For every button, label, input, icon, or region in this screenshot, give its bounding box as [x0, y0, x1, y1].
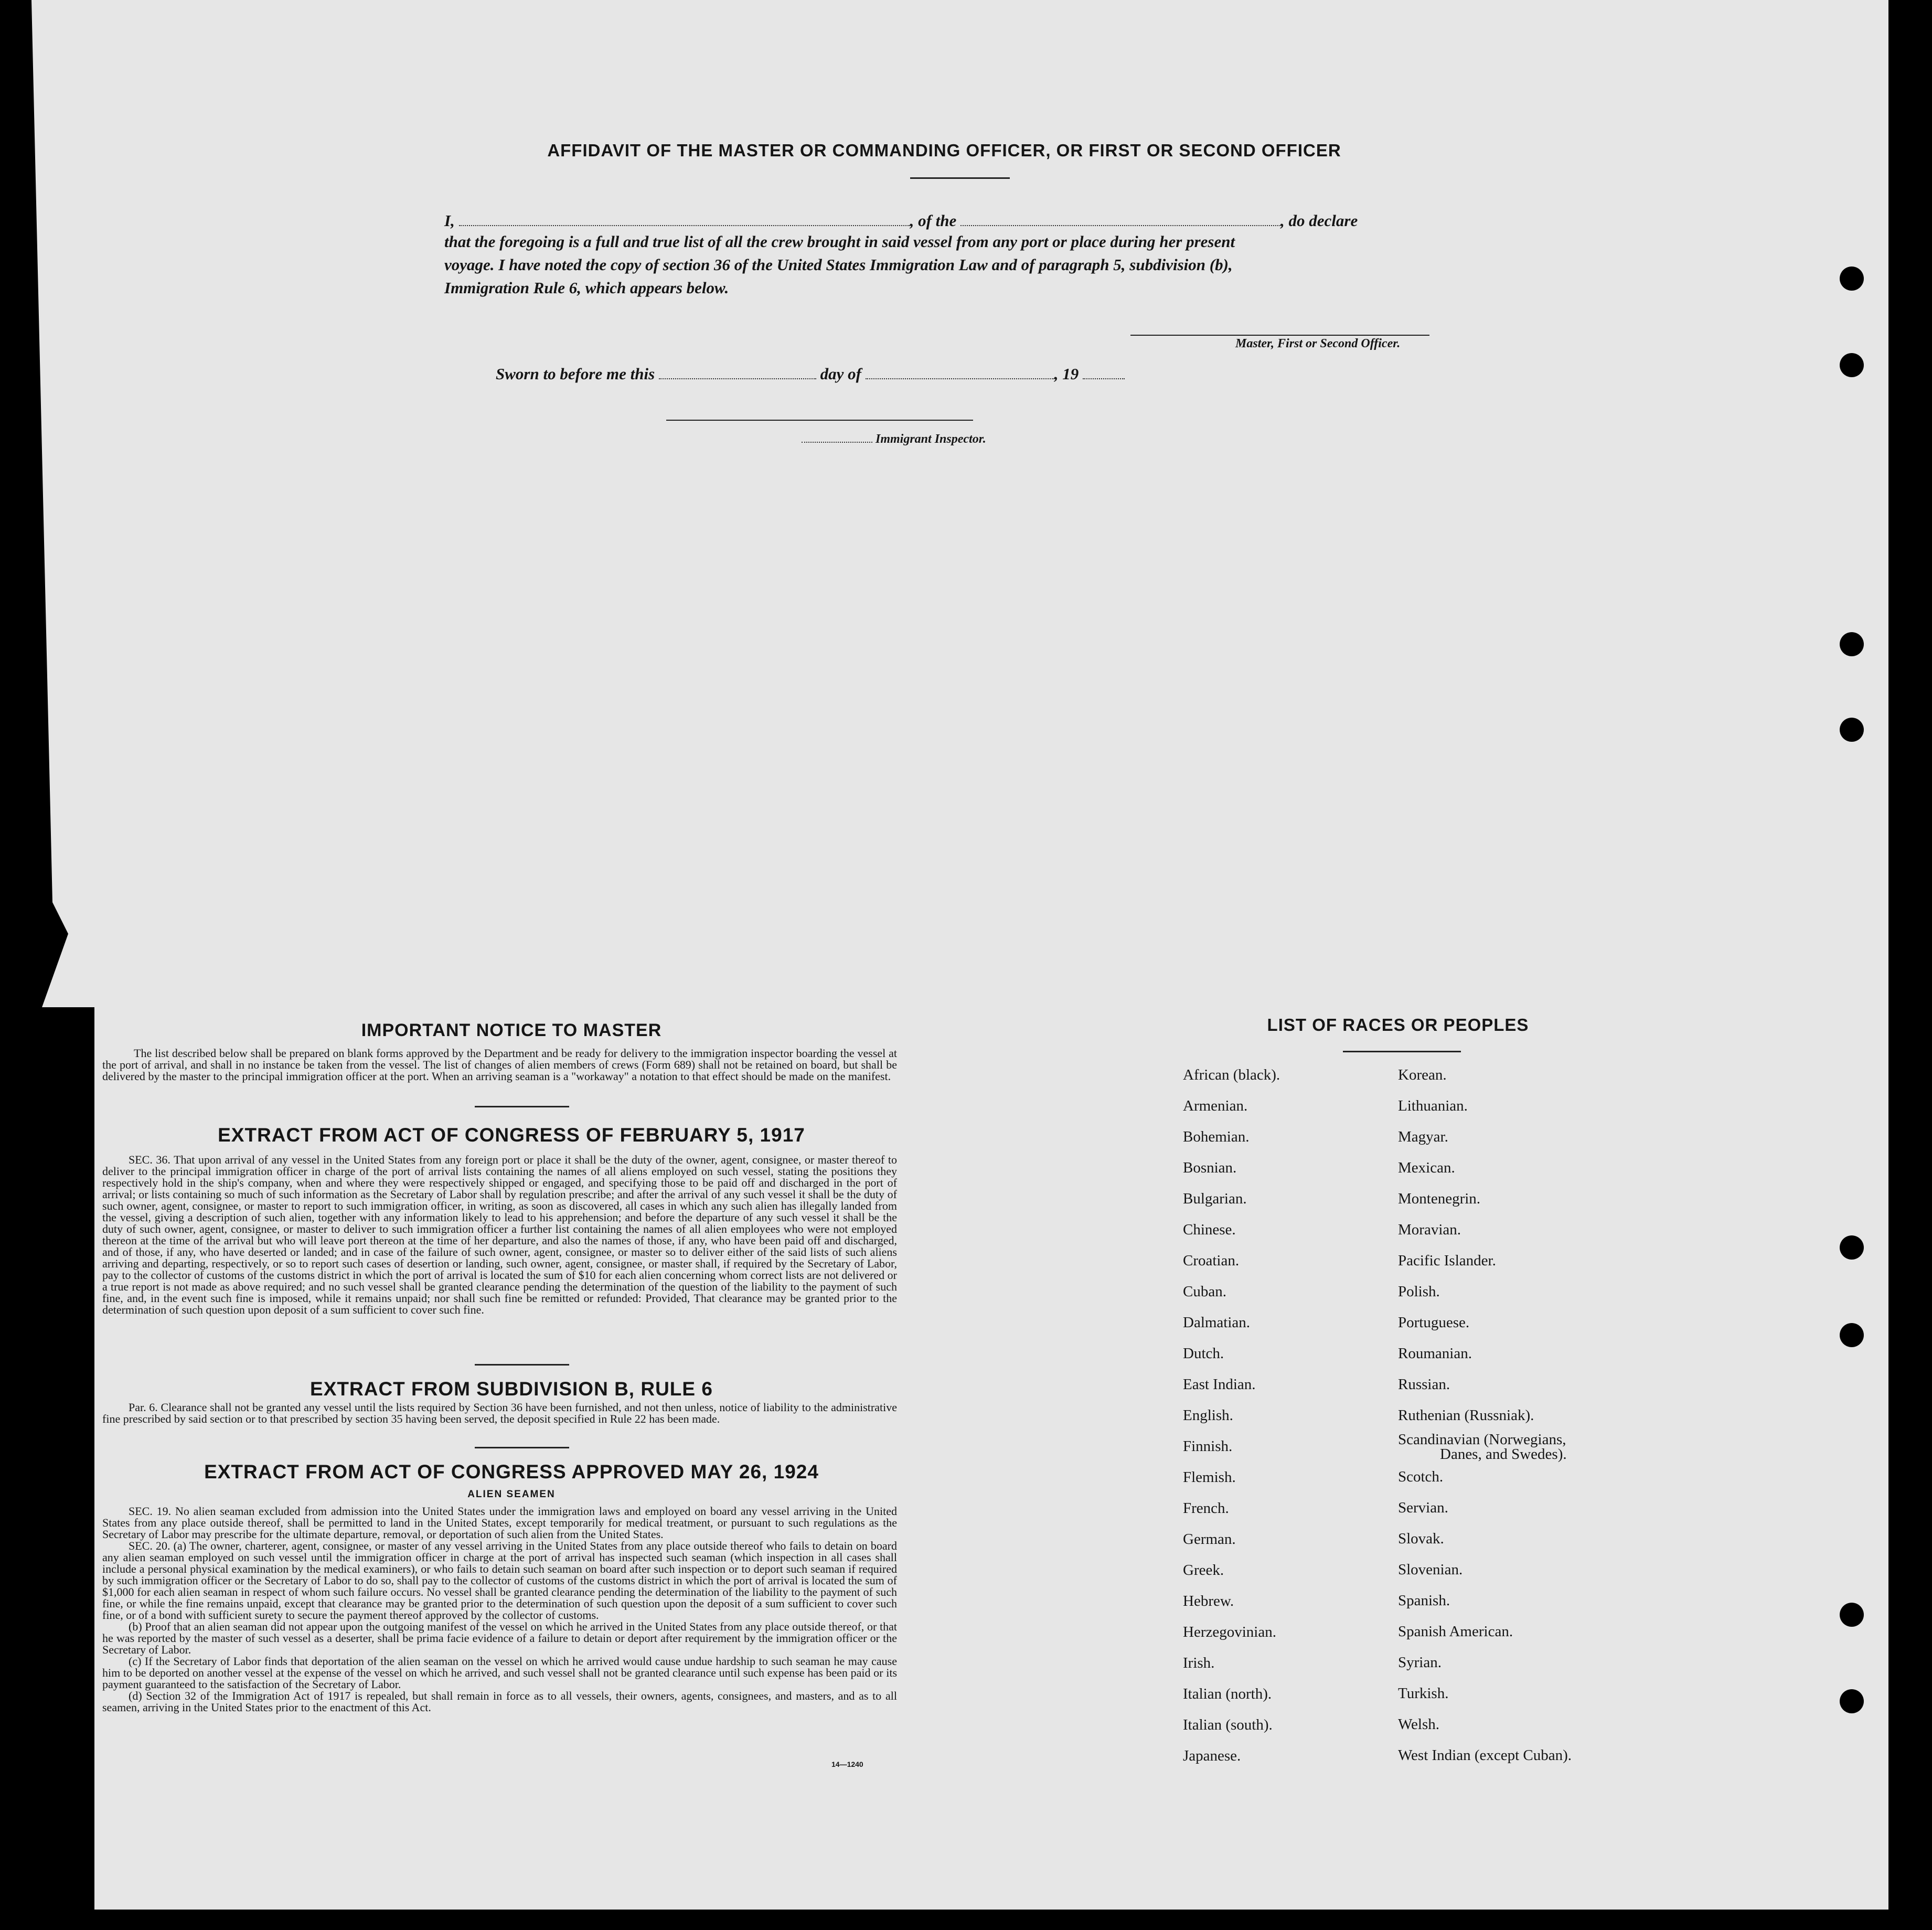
race-item: Mexican.: [1398, 1159, 1455, 1176]
punch-hole: [1840, 1689, 1864, 1713]
sworn-day-of: day of: [820, 365, 861, 383]
race-item: Finnish.: [1183, 1438, 1233, 1455]
race-item: Italian (north).: [1183, 1686, 1272, 1702]
race-item: Herzegovinian.: [1183, 1624, 1276, 1640]
race-item: Japanese.: [1183, 1747, 1241, 1764]
section-20d-text: (d) Section 32 of the Immigration Act of 1917 is repealed, but shall remain in force as to all vessels, their owners, agents, consignees, and masters, and as to all seamen, arriving in the United States prior to the enactment of this Act.: [102, 1689, 897, 1714]
race-item: Dalmatian.: [1183, 1314, 1251, 1331]
punch-hole: [1840, 266, 1864, 291]
race-item: Hebrew.: [1183, 1593, 1234, 1609]
race-item: Roumanian.: [1398, 1345, 1472, 1362]
race-item: Italian (south).: [1183, 1716, 1273, 1733]
race-item: Russian.: [1398, 1376, 1450, 1393]
race-item: Bohemian.: [1183, 1128, 1250, 1145]
divider: [475, 1447, 569, 1448]
races-right-column: [1398, 1060, 1572, 1771]
race-item: Portuguese.: [1398, 1314, 1470, 1331]
extract-1924-subtitle: ALIEN SEAMEN: [467, 1489, 556, 1500]
races-left-column: [1183, 1060, 1280, 1772]
race-item: Pacific Islander.: [1398, 1252, 1496, 1269]
divider: [475, 1106, 569, 1107]
inspector-name-field[interactable]: [802, 429, 872, 443]
race-item: French.: [1183, 1500, 1229, 1517]
race-item: African (black).: [1183, 1067, 1280, 1083]
affidavit-line-3: voyage. I have noted the copy of section 36 of the United States Immigration Law and of paragraph 5, subdivision (b),: [444, 255, 1233, 274]
extract-rule6-text: Par. 6. Clearance shall not be granted any vessel until the lists required by Section 36 have been furnished, and not then unless, notice of liability to the administrative fine prescribed by said section or to that prescribed by section 35 having been served, the deposit specified in Rule 22 has been made.: [102, 1401, 897, 1425]
extract-1924-title: EXTRACT FROM ACT OF CONGRESS APPROVED MAY 26, 1924: [204, 1461, 819, 1483]
races-divider: [1343, 1051, 1461, 1052]
race-item: Turkish.: [1398, 1685, 1449, 1702]
section-20b-text: (b) Proof that an alien seaman did not appear upon the outgoing manifest of the vessel on which he arrived in the United States from any place outside thereof, or that he was reported by the master of such vessel as a deserter, shall be prima facie evidence of a failure to detain or deport after requirement by the immigration officer or the Secretary of Labor.: [102, 1620, 897, 1656]
affidavit-title: AFFIDAVIT OF THE MASTER OR COMMANDING OFFICER, OR FIRST OR SECOND OFFICER: [547, 141, 1341, 160]
inspector-caption: Immigrant Inspector.: [876, 432, 986, 446]
sworn-day-field[interactable]: [659, 362, 816, 379]
inspector-signature-line[interactable]: [666, 420, 973, 421]
affidavit-declaration-line: [444, 209, 1472, 230]
race-item: Slovenian.: [1398, 1561, 1463, 1578]
race-item: Syrian.: [1398, 1654, 1442, 1671]
race-item: Dutch.: [1183, 1345, 1224, 1362]
race-item: Montenegrin.: [1398, 1190, 1481, 1207]
race-item: Magyar.: [1398, 1128, 1448, 1145]
extract-1924-body: [102, 1506, 897, 1713]
race-item: Spanish American.: [1398, 1623, 1513, 1640]
affidavit-line-4: Immigration Rule 6, which appears below.: [444, 279, 729, 297]
punch-hole: [1840, 1603, 1864, 1627]
race-item: Ruthenian (Russniak).: [1398, 1407, 1534, 1424]
races-title: LIST OF RACES OR PEOPLES: [1267, 1015, 1529, 1035]
race-item: Scotch.: [1398, 1468, 1444, 1485]
race-item: Lithuanian.: [1398, 1097, 1468, 1114]
race-item: Flemish.: [1183, 1469, 1236, 1486]
section-20c-text: (c) If the Secretary of Labor finds that deportation of the alien seaman on the vessel on which he arrived would cause undue hardship to such seaman he may cause him to be deported on another vessel at the expense of the vessel on which he arrived, and such vessel shall not be granted clearance until such expense has been paid or its payment guaranteed to the satisfaction of the Secretary of Labor.: [102, 1655, 897, 1691]
sworn-year-field[interactable]: [1083, 362, 1125, 379]
section-20a-text: SEC. 20. (a) The owner, charterer, agent, consignee, or master of any vessel arriving in the United States from any place outside thereof who fails to detain on board any alien seaman employed on such vessel until the immigration officer in charge at the port of arrival has inspected such seaman (which inspection in all cases shall include a personal physical examination by the medical examiners), or who fails to detain such seaman on board after such inspection or to deport such seaman if required by such immigration officer or the Secretary of Labor to do so, shall pay to the collector of customs of the customs district in which the port of arrival is located the sum of $1,000 for each alien seaman in respect of whom such failure occurs. No vessel shall be granted clearance pending the determination of the liability to the payment of such fine, or while the fine remains unpaid, except that clearance may be granted prior to the determination of such question upon the deposit of a sum sufficient to cover such fine, or of a bond with sufficient surety to secure the payment thereof approved by the collector of customs.: [102, 1539, 897, 1622]
punch-hole: [1840, 1235, 1864, 1260]
punch-hole: [1840, 718, 1864, 742]
race-item: West Indian (except Cuban).: [1398, 1747, 1572, 1764]
declarant-name-field[interactable]: [459, 209, 910, 226]
notice-title: IMPORTANT NOTICE TO MASTER: [361, 1020, 662, 1040]
section-19-text: SEC. 19. No alien seaman excluded from admission into the United States under the immigration laws and employed on board any vessel arriving in the United States from any place outside thereof, shall be permitted to land in the United States, except temporarily for medical treatment, or pursuant to such regulations as the Secretary of Labor may prescribe for the ultimate departure, removal, or deportation of such alien from the United States.: [102, 1505, 897, 1541]
master-signature-line[interactable]: [1130, 335, 1429, 336]
race-item: Greek.: [1183, 1562, 1224, 1579]
race-item: Armenian.: [1183, 1097, 1248, 1114]
race-item: Cuban.: [1183, 1283, 1226, 1300]
notice-text: The list described below shall be prepared on blank forms approved by the Department and be ready for delivery to the immigration inspector boarding the vessel at the port of arrival, and shall in no instance be taken from the vessel. The list of changes of alien members of crews (Form 689) shall not be retained on board, but shall be delivered by the master to the principal immigration officer at the port. When an arriving seaman is a "workaway" a notation to that effect should be made on the manifest.: [102, 1047, 897, 1083]
inspector-line: [802, 429, 986, 446]
master-signature-caption: Master, First or Second Officer.: [1235, 337, 1401, 350]
race-item: Welsh.: [1398, 1716, 1440, 1733]
punch-hole: [1840, 1323, 1864, 1347]
race-item: Irish.: [1183, 1655, 1215, 1671]
race-item: English.: [1183, 1407, 1233, 1424]
sworn-year-prefix: , 19: [1054, 365, 1079, 383]
punch-hole: [1840, 632, 1864, 656]
race-item: East Indian.: [1183, 1376, 1256, 1393]
sworn-month-field[interactable]: [866, 362, 1054, 379]
declare-suffix: , do declare: [1280, 211, 1358, 230]
race-item: German.: [1183, 1531, 1236, 1548]
form-number: 14—1240: [831, 1760, 863, 1768]
sworn-prefix: Sworn to before me this: [496, 365, 655, 383]
vessel-name-field[interactable]: [960, 209, 1280, 226]
punch-hole: [1840, 353, 1864, 377]
race-item: Moravian.: [1398, 1221, 1461, 1238]
race-item: Spanish.: [1398, 1592, 1450, 1609]
extract-1917-text: SEC. 36. That upon arrival of any vessel in the United States from any foreign port or place it shall be the duty of the owner, agent, consignee, or master thereof to deliver to the principal immigration officer in charge of the port of arrival lists containing the names of all aliens employed on such vessel, stating the positions they respectively hold in the ship's company, when and where they were respectively shipped or engaged, and specifying those to be paid off and discharged in the port of arrival; or lists containing so much of such information as the Secretary of Labor shall by regulation prescribe; and after the arrival of any such vessel it shall be the duty of such owner, agent, consignee, or master to report to such immigration officer, in writing, as soon as discovered, all cases in which any such alien has illegally landed from the vessel, giving a description of such alien, together with any information likely to lead to his apprehension; and before the departure of any such vessel it shall be the duty of such owner, agent, consignee, or master to deliver to such immigration officer a further list containing the names of all alien employees who were not employed thereon at the time of the arrival but who will leave port thereon at the time of her departure, and also the names of those, if any, who have been paid off and discharged, and of those, if any, who have deserted or landed; and in case of the failure of such owner, agent, consignee, or master so to deliver either of the said lists of such aliens arriving and departing, respectively, or so to report such cases of desertion or landing, such owner, agent, consignee, or master shall, if required by the Secretary of Labor, pay to the collector of customs of the customs district in which the port of arrival is located the sum of $10 for each alien concerning whom correct lists are not delivered or a true report is not made as above required; and no such vessel shall be granted clearance pending the determination of the question of the liability to the payment of such fine, and, in the event such fine is imposed, while it remains unpaid; nor shall such fine be remitted or refunded: Provided, That clearance may be granted prior to the determination of such question upon deposit of a sum sufficient to cover such fine.: [102, 1153, 897, 1316]
race-item: Servian.: [1398, 1499, 1448, 1516]
vessel-prefix: , of the: [910, 211, 957, 230]
divider: [475, 1364, 569, 1366]
extract-1917-title: EXTRACT FROM ACT OF CONGRESS OF FEBRUARY 5, 1917: [218, 1124, 805, 1146]
race-item: Scandinavian (Norwegians,: [1398, 1431, 1566, 1448]
race-item-scandinavian: [1398, 1432, 1572, 1462]
race-item: Bosnian.: [1183, 1159, 1237, 1176]
race-item: Korean.: [1398, 1067, 1447, 1083]
race-item: Chinese.: [1183, 1221, 1236, 1238]
extract-rule6-title: EXTRACT FROM SUBDIVISION B, RULE 6: [310, 1378, 713, 1400]
declarant-prefix: I,: [444, 211, 455, 230]
race-item: Polish.: [1398, 1283, 1440, 1300]
sworn-line: [496, 362, 1125, 383]
race-item: Slovak.: [1398, 1530, 1444, 1547]
race-item: Croatian.: [1183, 1252, 1240, 1269]
title-divider: [910, 177, 1010, 179]
race-item: Bulgarian.: [1183, 1190, 1247, 1207]
affidavit-line-2: that the foregoing is a full and true list of all the crew brought in said vessel from any port or place during her present: [444, 232, 1235, 251]
race-item: Danes, and Swedes).: [1440, 1446, 1567, 1463]
